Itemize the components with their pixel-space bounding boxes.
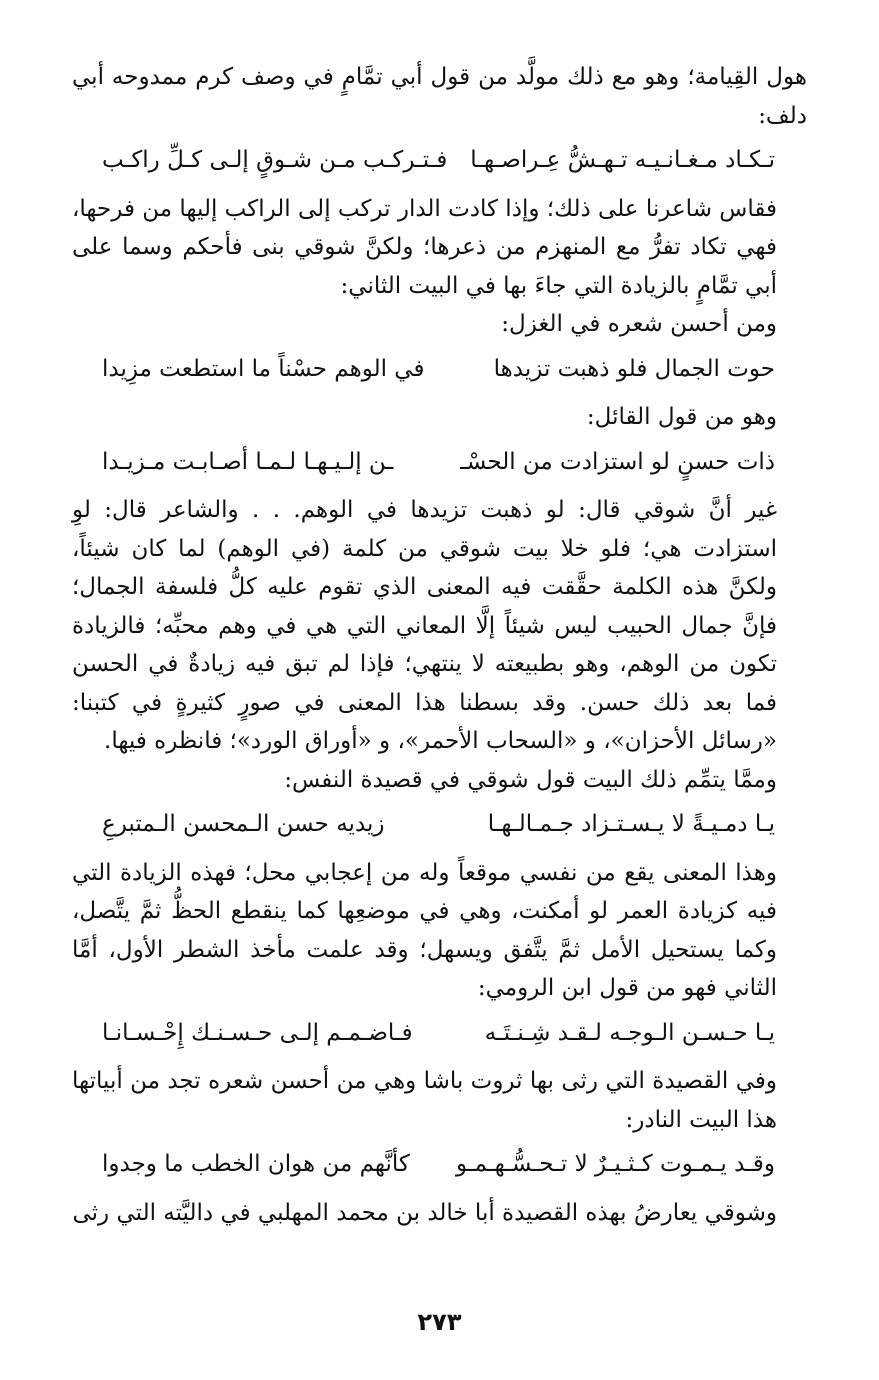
verse-first-hemistich: وقـد يـمـوت كـثـيـرٌ لا تـحـسُّـهـمـو: [456, 1151, 775, 1177]
paragraph: وشوقي يعارضُ بهذه القصيدة أبا خالد بن محمد المهلبي في داليَّته التي رثى: [72, 1199, 777, 1226]
verse-line: [72, 805, 807, 844]
paragraph: وهذا المعنى يقع من نفسي موقعاً وله من إعجابي محل؛ فهذه الزيادة التي فيه كزيادة العمر لو أمكنت، وهي في موضعِها كما ينقطع الحظُّ ثمَّ يتَّصل، وكما يستحيل الأمل ثمَّ يتَّفق ويسهل؛ وقد علمت مأخذ الشطر الأول، أمَّا الثاني فهو من قول ابن الرومي:: [72, 859, 777, 1001]
paragraph: وهو من قول القائل:: [586, 404, 777, 430]
verse-first-hemistich: تـكـاد مـغـانـيـه تـهـشُّ عِـراصـهـا: [470, 147, 775, 173]
paragraph: فقاس شاعرنا على ذلك؛ وإذا كادت الدار تركب إلى الراكب إليها من فرحها، فهي تكاد تفرُّ مع المنهزم من ذعرها؛ ولكنَّ شوقي بنى فأحكم وسما على أبي تمَّامٍ بالزيادة التي جاءَ بها في البيت الثاني:: [72, 195, 777, 299]
verse-second-hemistich: ـن إلـيـهـا لـمـا أصـابـت مـزيـدا: [102, 448, 394, 475]
verse-second-hemistich: زيديه حسن الـمحسن الـمتبرعِ: [102, 811, 385, 837]
paragraph: غير أنَّ شوقي قال: لو ذهبت تزيدها في الوهم. . . والشاعر قال: لوِ استزادت هي؛ فلو خلا بيت شوقي من كلمة (في الوهم) لما كان شيئاً، ولكنَّ هذه الكلمة حقَّقت فيه المعنى الذي تقوم عليه كلُّ فلسفة الجمال؛ فإنَّ جمال الحبيب ليس شيئاً إلَّا المعاني التي هي في وهم محبِّه؛ فالزيادة تكون من الوهم، وهو بطبيعته لا ينتهي؛ فإذا لم تبق فيه زيادةٌ في الحسن فما بعد ذلك حسن. وقد بسطنا هذا المعنى في صورٍ كثيرةٍ في كتبنا: «رسائل الأحزان»، و «السحاب الأحمر»، و «أوراق الورد»؛ فانظره فيها.: [72, 497, 777, 754]
page-number: ٢٧٣: [417, 1308, 462, 1336]
paragraph: هول القِيامة؛ وهو مع ذلك مولَّد من قول أبي تمَّامٍ في وصف كرم ممدوحه أبي دلف:: [72, 64, 807, 129]
verse-first-hemistich: يـا دمـيـةً لا يـسـتـزاد جـمـالـهـا: [487, 811, 775, 837]
verse-line: [72, 1014, 807, 1053]
verse-second-hemistich: كأنَّهم من هوان الخطب ما وجدوا: [102, 1151, 410, 1177]
verse-second-hemistich: فـاضـمـم إلـى حـسـنـك إِحْـسـانـا: [102, 1019, 413, 1046]
verse-second-hemistich: في الوهم حسْناً ما استطعت مزِيدا: [102, 355, 425, 382]
verse-first-hemistich: حوت الجمال فلو ذهبت تزيدها: [493, 355, 775, 382]
verse-line: [72, 443, 807, 482]
paragraph: وفي القصيدة التي رثى بها ثروت باشا وهي من أحسن شعره تجد من أبياتها هذا البيت النادر:: [72, 1068, 777, 1133]
verse-line: [72, 350, 807, 389]
verse-second-hemistich: فـتـركـب مـن شـوقٍ إلـى كـلِّ راكـب: [102, 147, 448, 173]
paragraph: وممَّا يتمِّم ذلك البيت قول شوقي في قصيدة النفس:: [284, 766, 777, 793]
verse-line: [72, 141, 807, 180]
paragraph: ومن أحسن شعره في الغزل:: [501, 311, 777, 337]
verse-first-hemistich: يـا حـسـن الـوجـه لـقـد شِـنـتَـه: [484, 1019, 775, 1046]
verse-first-hemistich: ذات حسنٍ لو استزادت من الحسْـ: [460, 448, 775, 475]
verse-line: [72, 1145, 807, 1184]
